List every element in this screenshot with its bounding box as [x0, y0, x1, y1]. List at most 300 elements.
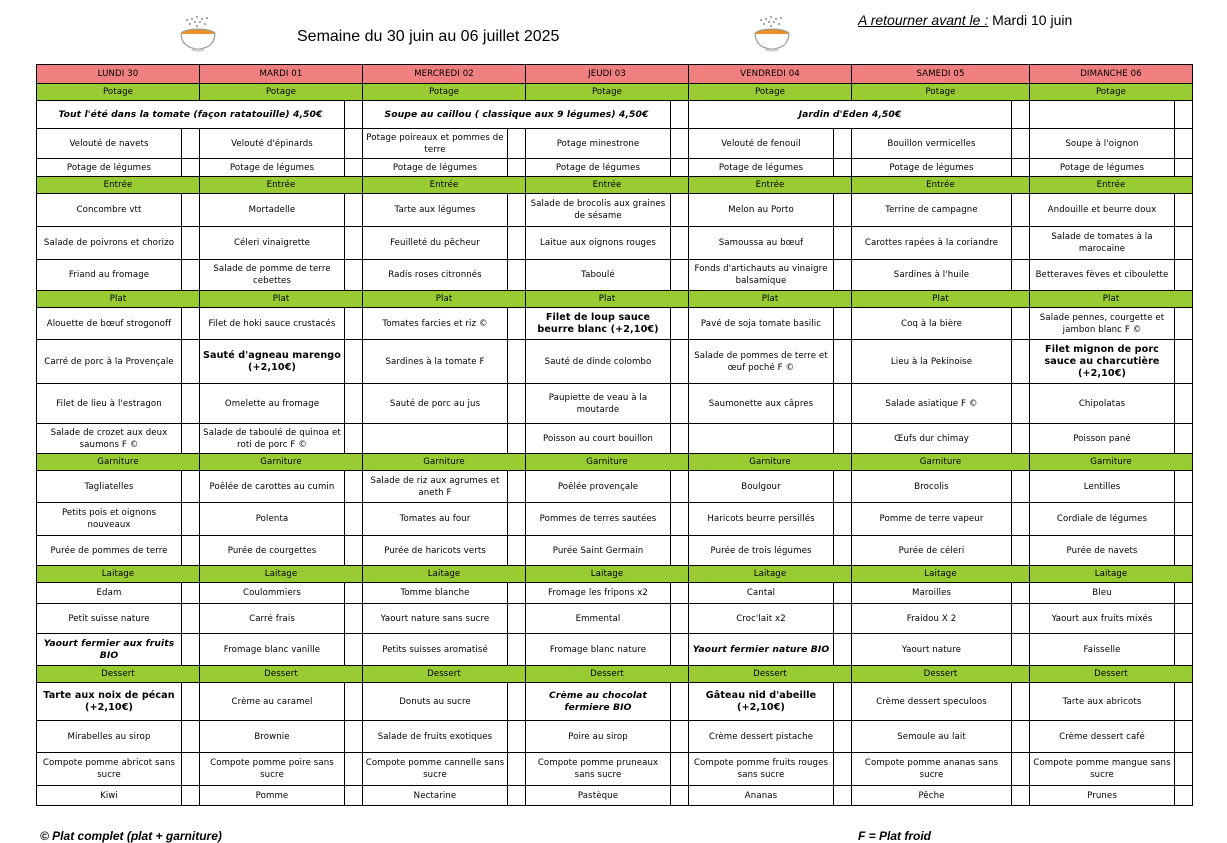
order-box[interactable]	[671, 753, 689, 786]
order-box[interactable]	[345, 424, 363, 454]
section-header: Potage	[852, 84, 1030, 101]
order-box[interactable]	[345, 536, 363, 566]
order-box[interactable]	[508, 634, 526, 666]
footer-legend-cold: F = Plat froid	[858, 829, 932, 843]
plat-row	[37, 424, 1193, 454]
order-box[interactable]	[1012, 536, 1030, 566]
section-header: Dessert	[852, 666, 1030, 683]
menu-item: Sardines à l'huile	[852, 260, 1012, 291]
menu-item: Yaourt fermier nature BIO	[689, 634, 834, 666]
menu-item: Taboulé	[526, 260, 671, 291]
menu-item: Omelette au fromage	[200, 384, 345, 424]
menu-item: Salade de riz aux agrumes et aneth F	[363, 471, 508, 503]
order-box[interactable]	[182, 753, 200, 786]
menu-item: Tomme blanche	[363, 583, 508, 604]
menu-item: Saumonette aux câpres	[689, 384, 834, 424]
soup-bowl-icon	[178, 15, 218, 53]
order-box[interactable]	[1012, 683, 1030, 721]
order-box[interactable]	[182, 583, 200, 604]
menu-item: Semoule au lait	[852, 721, 1012, 753]
order-box[interactable]	[1175, 260, 1193, 291]
order-box[interactable]	[671, 471, 689, 503]
order-box[interactable]	[345, 384, 363, 424]
section-header: Entrée	[689, 177, 852, 194]
order-box[interactable]	[834, 583, 852, 604]
section-header: Dessert	[689, 666, 852, 683]
menu-item: Petits suisses aromatisé	[363, 634, 508, 666]
order-box[interactable]	[1012, 308, 1030, 340]
menu-item: Salade de poivrons et chorizo	[37, 227, 182, 260]
order-box[interactable]	[1175, 194, 1193, 227]
entree-row	[37, 260, 1193, 291]
menu-item: Potage de légumes	[1030, 159, 1175, 177]
order-box[interactable]	[1012, 471, 1030, 503]
footer-legend-complete: © Plat complet (plat + garniture)	[40, 829, 222, 843]
menu-item: Purée de haricots verts	[363, 536, 508, 566]
section-header: Potage	[363, 84, 526, 101]
special-soup: Tout l'été dans la tomate (façon ratatouille) 4,50€	[37, 101, 345, 129]
menu-item: Carottes rapées à la coriandre	[852, 227, 1012, 260]
menu-item: Purée de trois légumes	[689, 536, 834, 566]
menu-item: Crème dessert speculoos	[852, 683, 1012, 721]
menu-item: Velouté de navets	[37, 129, 182, 159]
menu-item: Tarte aux noix de pécan (+2,10€)	[37, 683, 182, 721]
menu-item: Tarte aux abricots	[1030, 683, 1175, 721]
order-box[interactable]	[345, 308, 363, 340]
order-box[interactable]	[1175, 340, 1193, 384]
menu-item: Yaourt nature	[852, 634, 1012, 666]
order-box[interactable]	[834, 159, 852, 177]
menu-item: Ananas	[689, 786, 834, 806]
menu-item: Compote pomme abricot sans sucre	[37, 753, 182, 786]
order-box[interactable]	[671, 503, 689, 536]
menu-item: Yaourt nature sans sucre	[363, 604, 508, 634]
order-box[interactable]	[834, 384, 852, 424]
order-box[interactable]	[671, 604, 689, 634]
order-box[interactable]	[1012, 583, 1030, 604]
section-header: Laitage	[200, 566, 363, 583]
order-box[interactable]	[1012, 503, 1030, 536]
order-box[interactable]	[1175, 384, 1193, 424]
menu-item	[363, 424, 508, 454]
section-header: Entrée	[363, 177, 526, 194]
order-box[interactable]	[345, 101, 363, 129]
section-row-plat	[37, 291, 1193, 308]
menu-item: Cordiale de légumes	[1030, 503, 1175, 536]
section-header: Plat	[852, 291, 1030, 308]
menu-item: Compote pomme mangue sans sucre	[1030, 753, 1175, 786]
order-box[interactable]	[671, 583, 689, 604]
order-box[interactable]	[1175, 424, 1193, 454]
dessert-row	[37, 721, 1193, 753]
day-header: VENDREDI 04	[689, 65, 852, 84]
section-header: Entrée	[1030, 177, 1193, 194]
order-box[interactable]	[182, 308, 200, 340]
order-box[interactable]	[182, 227, 200, 260]
menu-item: Fromage blanc nature	[526, 634, 671, 666]
menu-item: Céleri vinaigrette	[200, 227, 345, 260]
section-header: Potage	[1030, 84, 1193, 101]
order-box[interactable]	[671, 129, 689, 159]
order-box[interactable]	[1175, 604, 1193, 634]
order-box[interactable]	[182, 786, 200, 806]
order-box[interactable]	[508, 536, 526, 566]
menu-item: Filet de hoki sauce crustacés	[200, 308, 345, 340]
order-box[interactable]	[1175, 634, 1193, 666]
menu-item: Yaourt aux fruits mixés	[1030, 604, 1175, 634]
order-box[interactable]	[1012, 384, 1030, 424]
menu-item: Potage minestrone	[526, 129, 671, 159]
section-row-potage	[37, 84, 1193, 101]
plat-row	[37, 384, 1193, 424]
laitage-row	[37, 634, 1193, 666]
menu-item: Feuilleté du pêcheur	[363, 227, 508, 260]
order-box[interactable]	[671, 384, 689, 424]
menu-item: Croc'lait x2	[689, 604, 834, 634]
order-box[interactable]	[671, 683, 689, 721]
order-box[interactable]	[834, 503, 852, 536]
garniture-row	[37, 471, 1193, 503]
special-soup: Jardin d'Eden 4,50€	[689, 101, 1012, 129]
section-header: Garniture	[200, 454, 363, 471]
order-box[interactable]	[834, 536, 852, 566]
menu-item: Potage de légumes	[526, 159, 671, 177]
order-box[interactable]	[345, 260, 363, 291]
order-box[interactable]	[345, 721, 363, 753]
menu-item: Brownie	[200, 721, 345, 753]
menu-item: Purée de céleri	[852, 536, 1012, 566]
day-header: MARDI 01	[200, 65, 363, 84]
menu-item: Haricots beurre persillés	[689, 503, 834, 536]
order-box[interactable]	[671, 340, 689, 384]
section-header: Plat	[689, 291, 852, 308]
order-box[interactable]	[834, 260, 852, 291]
dessert-row	[37, 753, 1193, 786]
order-box[interactable]	[1175, 683, 1193, 721]
section-header: Laitage	[852, 566, 1030, 583]
menu-item: Salade de taboulé de quinoa et roti de porc F ©	[200, 424, 345, 454]
menu-item: Crème dessert pistache	[689, 721, 834, 753]
entree-row	[37, 194, 1193, 227]
order-box[interactable]	[834, 194, 852, 227]
menu-item: Radis roses citronnés	[363, 260, 508, 291]
dessert-row	[37, 786, 1193, 806]
order-box[interactable]	[182, 604, 200, 634]
menu-item: Donuts au sucre	[363, 683, 508, 721]
menu-item: Potage poireaux et pommes de terre	[363, 129, 508, 159]
order-box[interactable]	[508, 260, 526, 291]
order-box[interactable]	[508, 753, 526, 786]
order-box[interactable]	[834, 424, 852, 454]
menu-item: Terrine de campagne	[852, 194, 1012, 227]
order-box[interactable]	[1175, 227, 1193, 260]
order-box[interactable]	[834, 340, 852, 384]
menu-item: Poisson au court bouillon	[526, 424, 671, 454]
order-box[interactable]	[345, 159, 363, 177]
special-soup: Soupe au caillou ( classique aux 9 légumes) 4,50€	[363, 101, 671, 129]
menu-item: Samoussa au bœuf	[689, 227, 834, 260]
order-box[interactable]	[345, 753, 363, 786]
menu-item: Alouette de bœuf strogonoff	[37, 308, 182, 340]
order-box[interactable]	[834, 721, 852, 753]
menu-item: Melon au Porto	[689, 194, 834, 227]
order-box[interactable]	[1012, 634, 1030, 666]
menu-item: Fraidou X 2	[852, 604, 1012, 634]
order-box[interactable]	[1175, 159, 1193, 177]
menu-item: Fonds d'artichauts au vinaigre balsamique	[689, 260, 834, 291]
order-box[interactable]	[508, 683, 526, 721]
menu-item: Yaourt fermier aux fruits BIO	[37, 634, 182, 666]
menu-item: Coq à la bière	[852, 308, 1012, 340]
section-header: Laitage	[37, 566, 200, 583]
section-header: Garniture	[1030, 454, 1193, 471]
section-header: Garniture	[37, 454, 200, 471]
section-header: Garniture	[363, 454, 526, 471]
order-box[interactable]	[345, 129, 363, 159]
order-box[interactable]	[1012, 260, 1030, 291]
order-box[interactable]	[345, 634, 363, 666]
order-box[interactable]	[508, 604, 526, 634]
section-header: Entrée	[526, 177, 689, 194]
section-row-garniture	[37, 454, 1193, 471]
order-box[interactable]	[182, 340, 200, 384]
order-box[interactable]	[671, 101, 689, 129]
order-box[interactable]	[182, 634, 200, 666]
menu-item: Gâteau nid d'abeille (+2,10€)	[689, 683, 834, 721]
order-box[interactable]	[1175, 101, 1193, 129]
order-box[interactable]	[1012, 721, 1030, 753]
order-box[interactable]	[671, 194, 689, 227]
menu-item: Salade de brocolis aux graines de sésame	[526, 194, 671, 227]
order-box[interactable]	[671, 227, 689, 260]
order-box[interactable]	[1012, 786, 1030, 806]
menu-item: Mirabelles au sirop	[37, 721, 182, 753]
order-box[interactable]	[345, 786, 363, 806]
order-box[interactable]	[345, 194, 363, 227]
menu-item: Crème dessert café	[1030, 721, 1175, 753]
order-box[interactable]	[671, 424, 689, 454]
menu-item: Tagliatelles	[37, 471, 182, 503]
menu-item: Laitue aux oignons rouges	[526, 227, 671, 260]
garniture-row	[37, 536, 1193, 566]
order-box[interactable]	[1175, 308, 1193, 340]
menu-item: Tarte aux légumes	[363, 194, 508, 227]
order-box[interactable]	[1175, 721, 1193, 753]
order-box[interactable]	[508, 308, 526, 340]
section-header: Garniture	[689, 454, 852, 471]
order-box[interactable]	[834, 683, 852, 721]
order-box[interactable]	[182, 384, 200, 424]
menu-item: Poêlée provençale	[526, 471, 671, 503]
order-box[interactable]	[671, 536, 689, 566]
menu-item: Pomme	[200, 786, 345, 806]
section-header: Entrée	[37, 177, 200, 194]
order-box[interactable]	[182, 129, 200, 159]
menu-item: Filet de loup sauce beurre blanc (+2,10€)	[526, 308, 671, 340]
order-box[interactable]	[1012, 227, 1030, 260]
menu-item: Edam	[37, 583, 182, 604]
garniture-row	[37, 503, 1193, 536]
order-box[interactable]	[508, 786, 526, 806]
order-box[interactable]	[508, 471, 526, 503]
order-box[interactable]	[1012, 129, 1030, 159]
menu-item: Emmental	[526, 604, 671, 634]
order-box[interactable]	[182, 471, 200, 503]
order-box[interactable]	[1012, 753, 1030, 786]
menu-item: Potage de légumes	[363, 159, 508, 177]
entree-row	[37, 227, 1193, 260]
menu-item: Kiwi	[37, 786, 182, 806]
menu-item: Salade de fruits exotiques	[363, 721, 508, 753]
return-label: A retourner avant le :	[858, 12, 989, 28]
section-header: Plat	[37, 291, 200, 308]
order-box[interactable]	[1012, 424, 1030, 454]
order-box[interactable]	[1175, 471, 1193, 503]
order-box[interactable]	[1012, 101, 1030, 129]
menu-item: Tomates au four	[363, 503, 508, 536]
order-box[interactable]	[671, 634, 689, 666]
order-box[interactable]	[345, 471, 363, 503]
menu-item: Sauté d'agneau marengo (+2,10€)	[200, 340, 345, 384]
order-box[interactable]	[1012, 604, 1030, 634]
order-box[interactable]	[345, 503, 363, 536]
menu-item: Salade de tomates à la marocaine	[1030, 227, 1175, 260]
empty-cell	[1030, 101, 1175, 129]
order-box[interactable]	[834, 753, 852, 786]
menu-table	[36, 64, 1193, 806]
order-box[interactable]	[671, 721, 689, 753]
order-box[interactable]	[508, 384, 526, 424]
return-deadline	[858, 12, 1072, 28]
menu-item: Pêche	[852, 786, 1012, 806]
menu-item: Pomme de terre vapeur	[852, 503, 1012, 536]
order-box[interactable]	[508, 424, 526, 454]
order-box[interactable]	[182, 194, 200, 227]
day-header: JEUDI 03	[526, 65, 689, 84]
laitage-row	[37, 583, 1193, 604]
week-title: Semaine du 30 juin au 06 juillet 2025	[297, 28, 560, 45]
order-box[interactable]	[182, 503, 200, 536]
menu-item: Paupiette de veau à la moutarde	[526, 384, 671, 424]
order-box[interactable]	[1175, 503, 1193, 536]
order-box[interactable]	[345, 583, 363, 604]
order-box[interactable]	[508, 583, 526, 604]
order-box[interactable]	[834, 786, 852, 806]
section-header: Plat	[526, 291, 689, 308]
menu-item: Crème au chocolat fermiere BIO	[526, 683, 671, 721]
menu-item: Concombre vtt	[37, 194, 182, 227]
section-header: Potage	[689, 84, 852, 101]
order-box[interactable]	[182, 683, 200, 721]
menu-item: Salade de pomme de terre cebettes	[200, 260, 345, 291]
order-box[interactable]	[834, 227, 852, 260]
order-box[interactable]	[1012, 340, 1030, 384]
menu-item: Betteraves fèves et ciboulette	[1030, 260, 1175, 291]
order-box[interactable]	[508, 194, 526, 227]
menu-item: Purée de courgettes	[200, 536, 345, 566]
order-box[interactable]	[345, 604, 363, 634]
order-box[interactable]	[1012, 194, 1030, 227]
section-header: Laitage	[363, 566, 526, 583]
order-box[interactable]	[1175, 786, 1193, 806]
potage-row	[37, 159, 1193, 177]
menu-item: Potage de légumes	[200, 159, 345, 177]
menu-item: Compote pomme cannelle sans sucre	[363, 753, 508, 786]
order-box[interactable]	[834, 634, 852, 666]
order-box[interactable]	[508, 227, 526, 260]
menu-item: Faisselle	[1030, 634, 1175, 666]
menu-item: Pommes de terres sautées	[526, 503, 671, 536]
section-header: Dessert	[363, 666, 526, 683]
section-header: Plat	[363, 291, 526, 308]
section-header: Garniture	[526, 454, 689, 471]
order-box[interactable]	[508, 129, 526, 159]
order-box[interactable]	[834, 471, 852, 503]
order-box[interactable]	[345, 683, 363, 721]
plat-row	[37, 308, 1193, 340]
menu-item: Chipolatas	[1030, 384, 1175, 424]
order-box[interactable]	[1175, 129, 1193, 159]
order-box[interactable]	[508, 503, 526, 536]
section-header: Dessert	[200, 666, 363, 683]
specials-row	[37, 101, 1193, 129]
order-box[interactable]	[834, 129, 852, 159]
menu-item: Salade de pommes de terre et œuf poché F ©	[689, 340, 834, 384]
day-header: SAMEDI 05	[852, 65, 1030, 84]
menu-item: Compote pomme fruits rouges sans sucre	[689, 753, 834, 786]
menu-item: Purée Saint Germain	[526, 536, 671, 566]
order-box[interactable]	[1012, 159, 1030, 177]
order-box[interactable]	[671, 159, 689, 177]
order-box[interactable]	[834, 604, 852, 634]
section-header: Laitage	[1030, 566, 1193, 583]
order-box[interactable]	[508, 340, 526, 384]
order-box[interactable]	[345, 227, 363, 260]
menu-item: Salade de crozet aux deux saumons F ©	[37, 424, 182, 454]
order-box[interactable]	[182, 536, 200, 566]
order-box[interactable]	[182, 424, 200, 454]
day-header: DIMANCHE 06	[1030, 65, 1193, 84]
section-header: Dessert	[526, 666, 689, 683]
order-box[interactable]	[671, 308, 689, 340]
order-box[interactable]	[345, 340, 363, 384]
order-box[interactable]	[508, 159, 526, 177]
section-header: Potage	[526, 84, 689, 101]
menu-item: Brocolis	[852, 471, 1012, 503]
order-box[interactable]	[508, 721, 526, 753]
order-box[interactable]	[834, 308, 852, 340]
section-header: Laitage	[526, 566, 689, 583]
menu-item: Poisson pané	[1030, 424, 1175, 454]
day-header: LUNDI 30	[37, 65, 200, 84]
section-header: Garniture	[852, 454, 1030, 471]
order-box[interactable]	[182, 260, 200, 291]
order-box[interactable]	[182, 721, 200, 753]
order-box[interactable]	[1175, 753, 1193, 786]
order-box[interactable]	[1175, 536, 1193, 566]
order-box[interactable]	[671, 260, 689, 291]
menu-item: Maroilles	[852, 583, 1012, 604]
order-box[interactable]	[1175, 583, 1193, 604]
menu-item: Coulommiers	[200, 583, 345, 604]
order-box[interactable]	[182, 159, 200, 177]
order-box[interactable]	[671, 786, 689, 806]
menu-item: Petits pois et oignons nouveaux	[37, 503, 182, 536]
menu-item: Velouté d'épinards	[200, 129, 345, 159]
menu-item: Filet de lieu à l'estragon	[37, 384, 182, 424]
menu-item: Soupe à l'oignon	[1030, 129, 1175, 159]
menu-item: Pastèque	[526, 786, 671, 806]
